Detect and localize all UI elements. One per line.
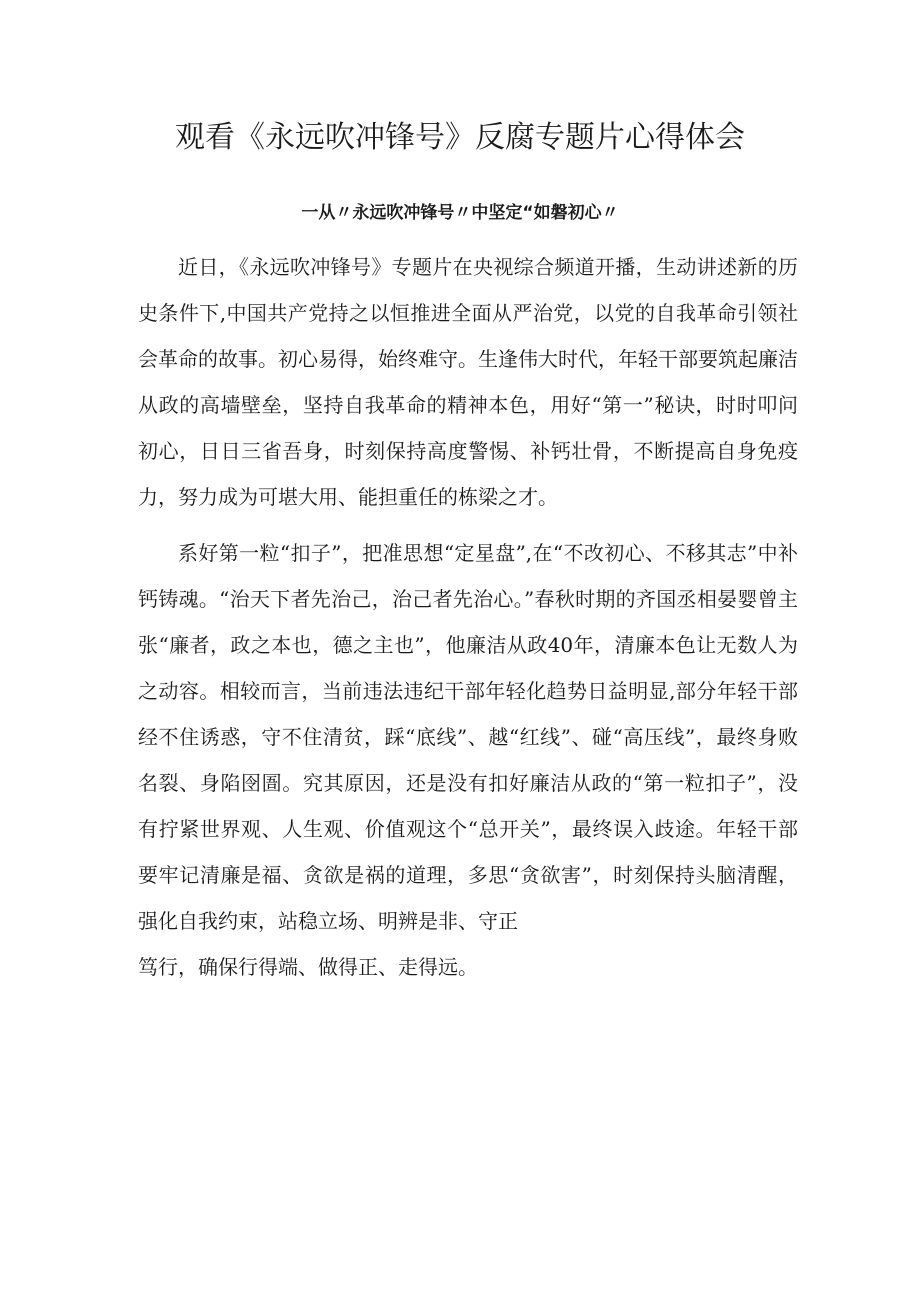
document-title: 观看《永远吹冲锋号》反腐专题片心得体会 (175, 120, 745, 155)
paragraph-2-tail: 笃行，确保行得端、做得正、走得远。 (138, 955, 478, 979)
document-subtitle: 一从〃永远吹冲锋号〃中坚定“如磐初心〃 (301, 203, 619, 223)
document-body (138, 244, 798, 990)
paragraph-2: 系好第一粒“扣子”，把准思想“定星盘”,在“不改初心、不移其志”中补钙铸魂。“治天下者先治己，治己者先治心。”春秋时期的齐国丞相晏婴曾主张“廉者，政之本也，德之主也”，他廉洁从政40年，清廉本色让无数人为之动容。相较而言，当前违法违纪干部年轻化趋势日益明显,部分年轻干部经不住诱惑，守不住清贫，踩“底线”、越“红线”、碰“高压线”，最终身败名裂、身陷囹圄。究其原因，还是没有扣好廉洁从政的“第一粒扣子”，没有拧紧世界观、人生观、价值观这个“总开关”，最终误入歧途。年轻干部要牢记清廉是福、贪欲是祸的道理，多思“贪欲害”，时刻保持头脑清醒，强化自我约束，站稳立场、明辨是非、守正 (138, 541, 798, 933)
paragraph-1: 近日，《永远吹冲锋号》专题片在央视综合频道开播，生动讲述新的历史条件下,中国共产党持之以恒推进全面从严治党，以党的自我革命引领社会革命的故事。初心易得，始终难守。生逢伟大时代，年轻干部要筑起廉洁从政的高墙壁垒，坚持自我革命的精神本色，用好“第一”秘诀，时时叩问初心，日日三省吾身，时刻保持高度警惕、补钙壮骨，不断提高自身免疫力，努力成为可堪大用、能担重任的栋梁之才。 (138, 255, 798, 509)
